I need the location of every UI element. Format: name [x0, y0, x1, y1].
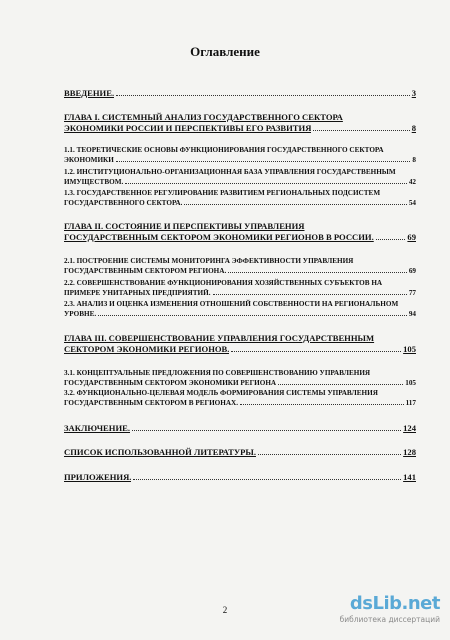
- toc-entry-line: ГОСУДАРСТВЕННОГО СЕКТОРА.: [64, 198, 183, 207]
- toc-entry-text: ПРИЛОЖЕНИЯ.: [64, 472, 132, 482]
- toc-entry-bibliography[interactable]: [64, 447, 416, 458]
- toc-entry-1-3[interactable]: [64, 189, 416, 208]
- toc-page-number: 128: [403, 447, 416, 457]
- toc-entry-line: 1.2. ИНСТИТУЦИОНАЛЬНО-ОРГАНИЗАЦИОННАЯ БАЗА УПРАВЛЕНИЯ ГОСУДАРСТВЕННЫМ: [64, 168, 396, 176]
- toc-page-number: 94: [408, 309, 416, 318]
- toc-entry-line: 3.1. КОНЦЕПТУАЛЬНЫЕ ПРЕДЛОЖЕНИЯ ПО СОВЕРШЕНСТВОВАНИЮ УПРАВЛЕНИЯ: [64, 369, 371, 377]
- toc-entry-line: ЭКОНОМИКИ РОССИИ И ПЕРСПЕКТИВЫ ЕГО РАЗВИТИЯ: [64, 123, 312, 133]
- toc-entry-line: 3.2. ФУНКЦИОНАЛЬНО-ЦЕЛЕВАЯ МОДЕЛЬ ФОРМИРОВАНИЯ СИСТЕМЫ УПРАВЛЕНИЯ: [64, 389, 378, 397]
- toc-page-number: 3: [411, 88, 416, 98]
- toc-entry-2-1[interactable]: [64, 257, 416, 276]
- toc-entry-text: ВВЕДЕНИЕ.: [64, 88, 115, 98]
- toc-entry-line: ГЛАВА III. СОВЕРШЕНСТВОВАНИЕ УПРАВЛЕНИЯ ГОСУДАРСТВЕННЫМ: [64, 333, 375, 343]
- toc-page-number: 8: [411, 123, 416, 133]
- watermark: [330, 593, 450, 633]
- toc-page-number: 105: [403, 344, 416, 354]
- toc-page-number: 141: [403, 472, 416, 482]
- toc-entry-1-2[interactable]: [64, 168, 416, 187]
- toc-entry-2-2[interactable]: [64, 279, 416, 298]
- toc-entry-text: ЗАКЛЮЧЕНИЕ.: [64, 423, 131, 433]
- toc-entry-chapter-3[interactable]: [64, 333, 416, 355]
- toc-page-number: 105: [405, 378, 416, 387]
- toc-entry-line: ГЛАВА I. СИСТЕМНЫЙ АНАЛИЗ ГОСУДАРСТВЕННОГО СЕКТОРА: [64, 112, 343, 122]
- toc-page-number: 8: [412, 155, 416, 164]
- toc-entry-chapter-1[interactable]: [64, 112, 416, 134]
- toc-entry-line: ГЛАВА II. СОСТОЯНИЕ И ПЕРСПЕКТИВЫ УПРАВЛЕНИЯ: [64, 221, 305, 231]
- toc-entry-line: ГОСУДАРСТВЕННЫМ СЕКТОРОМ РЕГИОНА.: [64, 266, 227, 275]
- watermark-subtitle: библиотека диссертаций: [339, 615, 440, 624]
- toc-page-number: 124: [403, 423, 416, 433]
- toc-page-number: 54: [408, 198, 416, 207]
- toc-entry-line: ПРИМЕРЕ УНИТАРНЫХ ПРЕДПРИЯТИЙ.: [64, 288, 211, 297]
- toc-entry-appendix[interactable]: [64, 472, 416, 483]
- toc-entry-line: СЕКТОРОМ ЭКОНОМИКИ РЕГИОНОВ.: [64, 344, 230, 354]
- toc-entry-line: 2.2. СОВЕРШЕНСТВОВАНИЕ ФУНКЦИОНИРОВАНИЯ ХОЗЯЙСТВЕННЫХ СУБЪЕКТОВ НА: [64, 279, 383, 287]
- toc-page-number: 117: [405, 398, 416, 407]
- toc-entry-intro[interactable]: [64, 88, 416, 99]
- toc-entry-line: УРОВНЕ.: [64, 309, 97, 318]
- toc-page-number: 42: [408, 177, 416, 186]
- toc-page-number: 77: [408, 288, 416, 297]
- toc-entry-line: 2.3. АНАЛИЗ И ОЦЕНКА ИЗМЕНЕНИЯ ОТНОШЕНИЙ СОБСТВЕННОСТИ НА РЕГИОНАЛЬНОМ: [64, 300, 399, 308]
- page-title: Оглавление: [190, 44, 260, 59]
- toc-entry-1-1[interactable]: [64, 146, 416, 165]
- toc-entry-2-3[interactable]: [64, 300, 416, 319]
- page-number: 2: [222, 605, 228, 615]
- toc-entry-line: ЭКОНОМИКИ: [64, 155, 114, 164]
- toc-entry-3-2[interactable]: [64, 389, 416, 408]
- toc-entry-conclusion[interactable]: [64, 423, 416, 434]
- toc-entry-line: ИМУЩЕСТВОМ.: [64, 177, 124, 186]
- toc-entry-line: ГОСУДАРСТВЕННЫМ СЕКТОРОМ ЭКОНОМИКИ РЕГИОНОВ В РОССИИ.: [64, 232, 374, 242]
- toc-entry-line: 1.3. ГОСУДАРСТВЕННОЕ РЕГУЛИРОВАНИЕ РАЗВИТИЕМ РЕГИОНАЛЬНЫХ ПОДСИСТЕМ: [64, 189, 381, 197]
- watermark-logo: dsLib.net: [349, 593, 440, 614]
- toc-entry-line: 2.1. ПОСТРОЕНИЕ СИСТЕМЫ МОНИТОРИНГА ЭФФЕКТИВНОСТИ УПРАВЛЕНИЯ: [64, 257, 354, 265]
- toc-entry-line: ГОСУДАРСТВЕННЫМ СЕКТОРОМ ЭКОНОМИКИ РЕГИОНА: [64, 378, 277, 387]
- toc-entry-chapter-2[interactable]: [64, 221, 416, 243]
- toc-entry-line: 1.1. ТЕОРЕТИЧЕСКИЕ ОСНОВЫ ФУНКЦИОНИРОВАНИЯ ГОСУДАРСТВЕННОГО СЕКТОРА: [64, 146, 384, 154]
- toc-entry-text: СПИСОК ИСПОЛЬЗОВАННОЙ ЛИТЕРАТУРЫ.: [64, 447, 256, 457]
- toc-page-number: 69: [408, 266, 416, 275]
- toc-entry-3-1[interactable]: [64, 369, 416, 388]
- toc-page-number: 69: [407, 232, 416, 242]
- toc-entry-line: ГОСУДАРСТВЕННЫМ СЕКТОРОМ В РЕГИОНАХ.: [64, 398, 239, 407]
